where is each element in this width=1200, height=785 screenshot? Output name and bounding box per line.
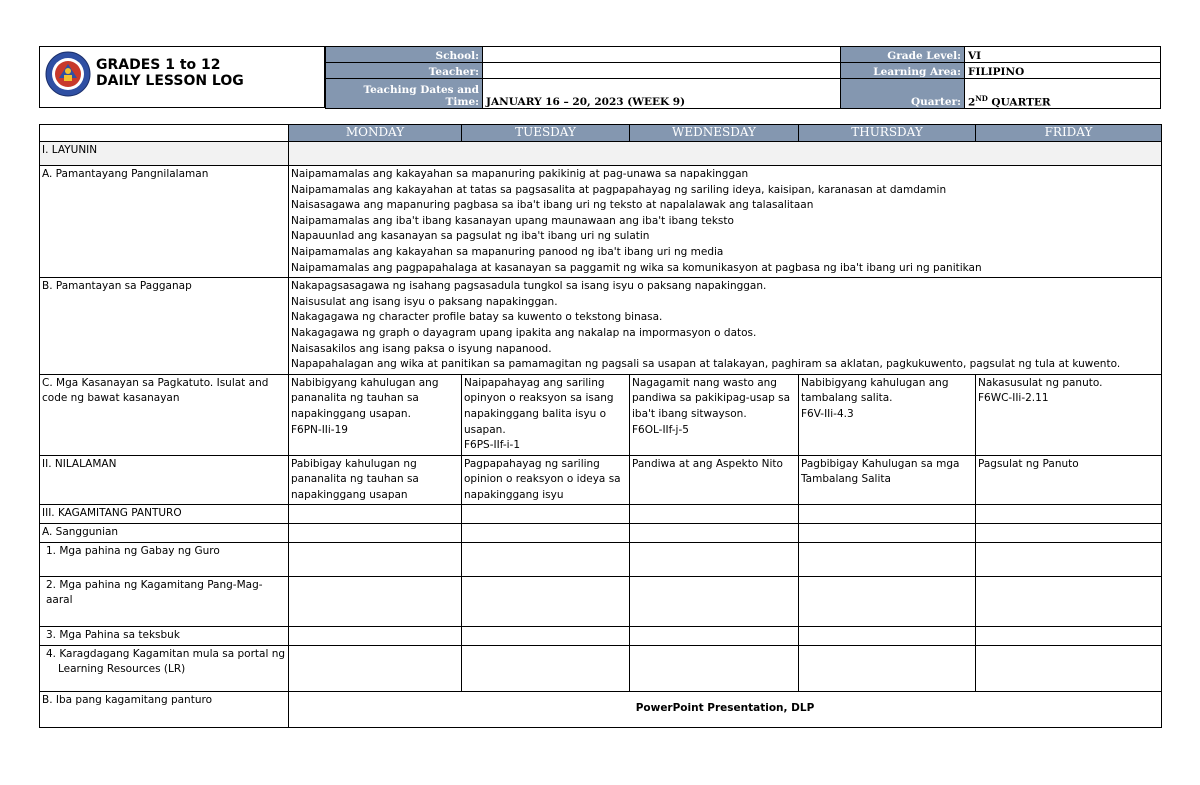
lesson-log-title-box (39, 46, 325, 108)
kasanayan-friday (976, 374, 1162, 455)
nilalaman-line: pananalita ng tauhan sa (291, 473, 419, 486)
kasanayan-line: napakinggang usapan. (291, 407, 411, 420)
empty-cell (630, 645, 799, 691)
pagganap-line: Nakapagsasagawa ng isahang pagsasadula tungkol sa isang isyu o paksang napakinggan. (291, 280, 767, 293)
nilalaman-line: Pagpapahayag ng sariling (464, 457, 600, 470)
learning-area-label: Learning Area: (841, 63, 965, 79)
pamantayang-pangnilalaman-label: A. Pamantayang Pangnilalaman (40, 166, 289, 278)
nilalaman-line: Pandiwa at ang Aspekto Nito (632, 457, 783, 470)
kasanayan-code: F6PN-IIi-19 (291, 423, 348, 436)
pamantayang-line: Naipamamalas ang iba't ibang kasanayan upang maunawaan ang iba't ibang teksto (291, 214, 734, 227)
karagdagan-label-line1: 4. Karagdagang Kagamitan mula sa portal ng (46, 647, 286, 660)
teaching-dates-label (326, 79, 483, 109)
kasanayan-line: Nabibigyang kahulugan ang (291, 376, 439, 389)
empty-cell (630, 542, 799, 576)
day-header-monday: MONDAY (289, 125, 462, 142)
pamantayan-pagganap-content (289, 278, 1162, 375)
school-value (483, 47, 841, 63)
nilalaman-line: Pagbibigay Kahulugan sa mga (801, 457, 960, 470)
pamantayang-line: Naisasagawa ang mapanuring pagbasa sa iba't ibang uri ng teksto at napalalawak ang talasalitaan (291, 199, 814, 212)
empty-cell (799, 626, 976, 645)
teacher-value (483, 63, 841, 79)
nilalaman-thursday (799, 455, 976, 505)
empty-cell (462, 524, 630, 543)
corner-cell (40, 125, 289, 142)
teaching-dates-label-line1: Teaching Dates and (363, 84, 479, 96)
lesson-log-table (39, 124, 1162, 728)
nilalaman-friday (976, 455, 1162, 505)
nilalaman-line: Tambalang Salita (801, 473, 891, 486)
empty-cell (799, 542, 976, 576)
quarter-label: Quarter: (841, 79, 965, 109)
quarter-word: QUARTER (987, 96, 1051, 108)
gabay-label: 1. Mga pahina ng Gabay ng Guro (40, 542, 289, 576)
empty-cell (630, 524, 799, 543)
pagganap-line: Nakagagawa ng character profile batay sa kuwento o tekstong binasa. (291, 311, 663, 324)
pagganap-line: Nakagagawa ng graph o dayagram upang ipakita ang nakalap na impormasyon o datos. (291, 326, 757, 339)
kasanayan-line: pananalita ng tauhan sa (291, 392, 419, 405)
empty-cell (976, 626, 1162, 645)
title-line-2: DAILY LESSON LOG (96, 73, 244, 89)
empty-cell (289, 576, 462, 626)
karagdagan-label-line2: Learning Resources (LR) (58, 663, 186, 676)
nilalaman-line: Pagsulat ng Panuto (978, 457, 1079, 470)
empty-cell (289, 524, 462, 543)
empty-cell (799, 576, 976, 626)
pamantayang-line: Naipamamalas ang kakayahan sa mapanuring pakikinig at pag-unawa sa napakinggan (291, 168, 749, 180)
teacher-label: Teacher: (326, 63, 483, 79)
nilalaman-line: napakinggang usapan (291, 488, 408, 501)
iba-value: PowerPoint Presentation, DLP (289, 691, 1162, 727)
pamantayan-pagganap-label: B. Pamantayan sa Pagganap (40, 278, 289, 375)
empty-cell (289, 542, 462, 576)
kasanayan-line: usapan. (464, 423, 506, 436)
kasanayan-code: F6PS-IIf-i-1 (464, 439, 520, 452)
kasanayan-label: C. Mga Kasanayan sa Pagkatuto. Isulat and code ng bawat kasanayan (40, 374, 289, 455)
kasanayan-monday (289, 374, 462, 455)
kasanayan-code: F6OL-IIf-j-5 (632, 423, 689, 436)
day-header-wednesday: WEDNESDAY (630, 125, 799, 142)
empty-cell (630, 505, 799, 524)
nilalaman-line: napakinggang isyu (464, 488, 564, 501)
pagganap-line: Napapahalagan ang wika at panitikan sa pamamagitan ng pagsali sa usapan at talakayan, paghiram sa aklatan, pagkukuwento, pagsulat ng tula at kuwento. (291, 358, 1121, 371)
pamantayang-line: Napauunlad ang kasanayan sa pagsulat ng iba't ibang uri ng sulatin (291, 230, 650, 243)
kasanayan-line: iba't ibang sitwayson. (632, 407, 747, 420)
lesson-log-title (96, 57, 244, 89)
layunin-label: I. LAYUNIN (40, 142, 289, 166)
pamantayang-line: Naipamamalas ang kakayahan at tatas sa pagsasalita at pagpapahayag ng sariling ideya, kaisipan, karanasan at damdamin (291, 183, 947, 196)
title-line-1: GRADES 1 to 12 (96, 57, 221, 73)
pamantayang-pangnilalaman-content (289, 166, 1162, 278)
sanggunian-label: A. Sanggunian (40, 524, 289, 543)
teksbuk-label: 3. Mga Pahina sa teksbuk (40, 626, 289, 645)
learning-area-value: FILIPINO (965, 63, 1161, 79)
grade-level-value: VI (965, 47, 1161, 63)
kasanayan-line: napakinggang balita isyu o (464, 407, 607, 420)
kasanayan-line: Nabibigyang kahulugan ang (801, 376, 949, 389)
kagamitang-label: 2. Mga pahina ng Kagamitang Pang-Mag-aaral (40, 576, 289, 626)
day-header-thursday: THURSDAY (799, 125, 976, 142)
pagganap-line: Naisusulat ang isang isyu o paksang napakinggan. (291, 295, 558, 308)
kagamitan-label: III. KAGAMITANG PANTURO (40, 505, 289, 524)
empty-cell (976, 576, 1162, 626)
karagdagan-label (40, 645, 289, 691)
header-info-table (325, 46, 1161, 109)
kasanayan-line: tambalang salita. (801, 392, 893, 405)
pamantayang-line: Naipamamalas ang kakayahan sa mapanuring panood ng iba't ibang uri ng media (291, 245, 724, 258)
empty-cell (976, 524, 1162, 543)
pamantayang-line: Naipamamalas ang pagpapahalaga at kasanayan sa paggamit ng wika sa komunikasyon at pagbasa ng iba't ibang uri ng panitikan (291, 261, 982, 274)
empty-cell (462, 576, 630, 626)
nilalaman-label: II. NILALAMAN (40, 455, 289, 505)
empty-cell (462, 626, 630, 645)
iba-label: B. Iba pang kagamitang panturo (40, 691, 289, 727)
nilalaman-monday (289, 455, 462, 505)
teaching-dates-value: JANUARY 16 – 20, 2023 (WEEK 9) (483, 79, 841, 109)
nilalaman-line: opinion o reaksyon o ideya sa (464, 473, 621, 486)
empty-cell (799, 524, 976, 543)
quarter-value (965, 79, 1161, 109)
empty-cell (976, 645, 1162, 691)
empty-cell (976, 542, 1162, 576)
empty-cell (462, 505, 630, 524)
kasanayan-tuesday (462, 374, 630, 455)
kasanayan-thursday (799, 374, 976, 455)
quarter-suffix: ND (975, 93, 988, 103)
kasanayan-wednesday (630, 374, 799, 455)
kasanayan-code: F6WC-IIi-2.11 (978, 392, 1049, 405)
empty-cell (462, 645, 630, 691)
empty-cell (462, 542, 630, 576)
kasanayan-line: Naipapahayag ang sariling (464, 376, 605, 389)
layunin-content (289, 142, 1162, 166)
empty-cell (799, 645, 976, 691)
empty-cell (289, 505, 462, 524)
teaching-dates-label-line2: Time: (445, 96, 479, 108)
quarter-number: 2 (968, 96, 976, 108)
empty-cell (630, 576, 799, 626)
kasanayan-line: Nagagamit nang wasto ang (632, 376, 777, 389)
grade-level-label: Grade Level: (841, 47, 965, 63)
nilalaman-tuesday (462, 455, 630, 505)
day-header-friday: FRIDAY (976, 125, 1162, 142)
deped-seal-icon (45, 51, 91, 97)
kasanayan-line: Nakasusulat ng panuto. (978, 376, 1103, 389)
kasanayan-code: F6V-IIi-4.3 (801, 407, 854, 420)
empty-cell (976, 505, 1162, 524)
nilalaman-line: Pabibigay kahulugan ng (291, 457, 417, 470)
empty-cell (630, 626, 799, 645)
kasanayan-line: opinyon o reaksyon sa isang (464, 392, 614, 405)
day-header-tuesday: TUESDAY (462, 125, 630, 142)
empty-cell (799, 505, 976, 524)
pagganap-line: Naisasakilos ang isang paksa o isyung napanood. (291, 342, 552, 355)
school-label: School: (326, 47, 483, 63)
kasanayan-line: pandiwa sa pakikipag-usap sa (632, 392, 791, 405)
empty-cell (289, 645, 462, 691)
nilalaman-wednesday (630, 455, 799, 505)
empty-cell (289, 626, 462, 645)
